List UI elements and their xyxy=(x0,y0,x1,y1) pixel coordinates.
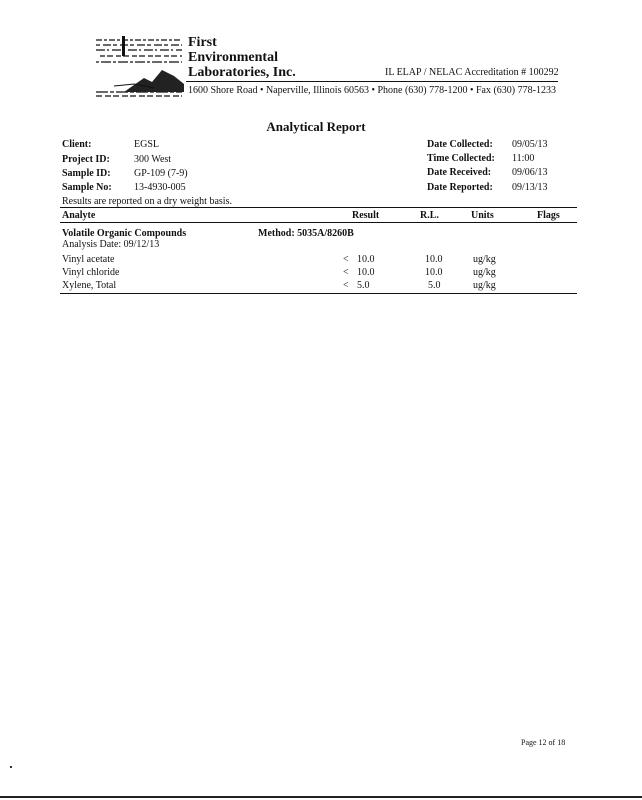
client-value: EGSL xyxy=(134,139,159,150)
col-header-analyte: Analyte xyxy=(62,210,96,221)
company-name-line2: Environmental xyxy=(188,50,278,65)
table-row-rl: 10.0 xyxy=(425,267,443,278)
analyte-group-title: Volatile Organic Compounds xyxy=(62,228,187,239)
date-reported-label: Date Reported: xyxy=(427,182,493,193)
time-collected-label: Time Collected: xyxy=(427,153,495,164)
col-header-units: Units xyxy=(471,210,494,221)
date-received-value: 09/06/13 xyxy=(512,167,548,178)
col-header-rl: R.L. xyxy=(420,210,439,221)
table-row-result: 10.0 xyxy=(357,267,375,278)
company-address: 1600 Shore Road • Naperville, Illinois 60563 • Phone (630) 778-1200 • Fax (630) 778-1233 xyxy=(188,85,556,96)
table-row-rl: 5.0 xyxy=(428,280,441,291)
table-row-qualifier: < xyxy=(343,254,349,265)
table-row-qualifier: < xyxy=(343,267,349,278)
table-header-rule xyxy=(60,222,577,223)
project-id-value: 300 West xyxy=(134,154,172,165)
sample-no-label: Sample No: xyxy=(62,182,112,193)
company-logo xyxy=(94,34,186,102)
table-bottom-rule xyxy=(60,293,577,294)
date-received-label: Date Received: xyxy=(427,167,492,178)
date-collected-value: 09/05/13 xyxy=(512,139,548,150)
table-row-analyte: Vinyl chloride xyxy=(62,267,120,278)
accreditation-number: IL ELAP / NELAC Accreditation # 100292 xyxy=(385,67,559,78)
client-label: Client: xyxy=(62,139,92,150)
table-row-units: ug/kg xyxy=(473,254,496,265)
date-reported-value: 09/13/13 xyxy=(512,182,548,193)
company-name-line1: First xyxy=(188,35,217,50)
analysis-date: Analysis Date: 09/12/13 xyxy=(62,239,160,250)
col-header-result: Result xyxy=(352,210,380,221)
table-row-analyte: Vinyl acetate xyxy=(62,254,115,265)
company-name-line3: Laboratories, Inc. xyxy=(188,65,296,80)
project-id-label: Project ID: xyxy=(62,154,110,165)
sample-id-value: GP-109 (7-9) xyxy=(134,168,188,179)
table-row-analyte: Xylene, Total xyxy=(62,280,117,291)
time-collected-value: 11:00 xyxy=(512,153,535,164)
table-row-result: 5.0 xyxy=(357,280,370,291)
basis-note: Results are reported on a dry weight basis. xyxy=(62,196,232,207)
scan-speck xyxy=(10,766,12,768)
sample-id-label: Sample ID: xyxy=(62,168,111,179)
table-row-result: 10.0 xyxy=(357,254,375,265)
page-number: Page 12 of 18 xyxy=(521,738,566,747)
table-top-rule xyxy=(60,207,577,208)
header-divider xyxy=(186,81,558,82)
table-row-rl: 10.0 xyxy=(425,254,443,265)
sample-no-value: 13-4930-005 xyxy=(134,182,186,193)
table-row-qualifier: < xyxy=(343,280,349,291)
report-title: Analytical Report xyxy=(266,119,366,134)
col-header-flags: Flags xyxy=(537,210,560,221)
date-collected-label: Date Collected: xyxy=(427,139,493,150)
table-row-units: ug/kg xyxy=(473,280,496,291)
table-row-units: ug/kg xyxy=(473,267,496,278)
analysis-method: Method: 5035A/8260B xyxy=(258,228,354,239)
scan-bottom-edge xyxy=(0,796,642,798)
